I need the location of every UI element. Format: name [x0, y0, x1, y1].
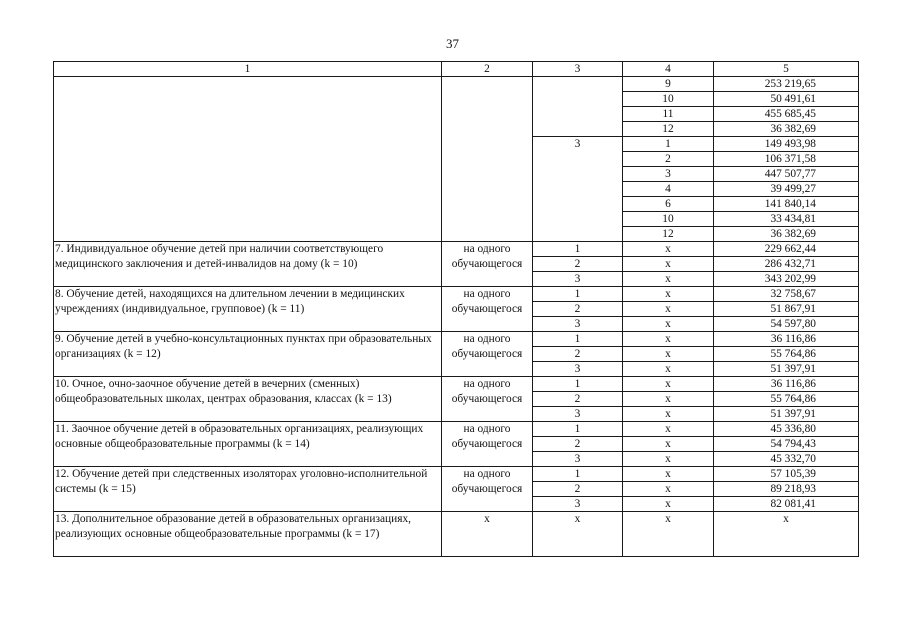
cell-col-5: 253 219,65 — [714, 77, 859, 92]
cell-col-3: 1 — [533, 242, 623, 257]
cell-col-5: x — [714, 512, 859, 557]
cell-col-5: 82 081,41 — [714, 497, 859, 512]
cell-col-4: x — [623, 332, 714, 347]
cell-col-4: x — [623, 257, 714, 272]
cell-col-4: x — [623, 512, 714, 557]
cell-col-4: x — [623, 317, 714, 332]
cell-col-3: 1 — [533, 287, 623, 302]
cell-col-4: 2 — [623, 152, 714, 167]
cell-col-3: 3 — [533, 497, 623, 512]
cell-col-5: 32 758,67 — [714, 287, 859, 302]
cell-col-5: 106 371,58 — [714, 152, 859, 167]
cell-col-4: 12 — [623, 227, 714, 242]
cell-col-3: 3 — [533, 407, 623, 422]
cell-col-4: 11 — [623, 107, 714, 122]
tariff-table — [53, 61, 859, 557]
cell-col-5: 51 867,91 — [714, 302, 859, 317]
cell-col-5: 36 116,86 — [714, 332, 859, 347]
cell-col-5: 343 202,99 — [714, 272, 859, 287]
cell-col-4: x — [623, 452, 714, 467]
cell-col-5: 149 493,98 — [714, 137, 859, 152]
section-name: 13. Дополнительное образование детей в образовательных организациях, реализующих основные общеобразовательные программы (k = 17) — [54, 512, 442, 557]
section-name: 10. Очное, очно-заочное обучение детей в вечерних (сменных) общеобразовательных школах, центрах образования, классах (k = 13) — [54, 377, 442, 422]
cell-col-3: 2 — [533, 302, 623, 317]
table-header-row — [54, 62, 859, 77]
cell-col-5: 229 662,44 — [714, 242, 859, 257]
header-col-3: 3 — [533, 62, 623, 77]
cell-col-5: 141 840,14 — [714, 197, 859, 212]
cell-col-3: 3 — [533, 137, 623, 242]
cell-col-5: 51 397,91 — [714, 362, 859, 377]
cell-col-4: x — [623, 272, 714, 287]
table-row — [54, 467, 859, 482]
cell-col-3: x — [533, 512, 623, 557]
cell-col-4: x — [623, 347, 714, 362]
cell-col-4: 3 — [623, 167, 714, 182]
header-col-5: 5 — [714, 62, 859, 77]
table-row — [54, 332, 859, 347]
header-col-4: 4 — [623, 62, 714, 77]
cell-col-3: 1 — [533, 332, 623, 347]
cell-col-4: x — [623, 497, 714, 512]
cell-col-5: 33 434,81 — [714, 212, 859, 227]
table-row — [54, 512, 859, 557]
section-unit: на одного обучающегося — [442, 422, 533, 467]
cell-col-5: 50 491,61 — [714, 92, 859, 107]
cell-col-4: 10 — [623, 212, 714, 227]
cell-col-3: 2 — [533, 257, 623, 272]
cell-col-5: 51 397,91 — [714, 407, 859, 422]
cell-col-5: 55 764,86 — [714, 392, 859, 407]
cell-col-4: 10 — [623, 92, 714, 107]
section-unit: на одного обучающегося — [442, 332, 533, 377]
cell-col-3: 1 — [533, 422, 623, 437]
cell-col-4: x — [623, 377, 714, 392]
continuation-name-cell — [54, 77, 442, 242]
table-row — [54, 242, 859, 257]
cell-col-4: x — [623, 422, 714, 437]
cell-col-4: x — [623, 302, 714, 317]
cell-col-5: 455 685,45 — [714, 107, 859, 122]
section-unit: на одного обучающегося — [442, 287, 533, 332]
cell-col-5: 57 105,39 — [714, 467, 859, 482]
cell-col-3: 1 — [533, 467, 623, 482]
section-unit: на одного обучающегося — [442, 242, 533, 287]
section-unit: на одного обучающегося — [442, 377, 533, 422]
cell-col-4: 6 — [623, 197, 714, 212]
cell-col-5: 36 116,86 — [714, 377, 859, 392]
cell-col-5: 89 218,93 — [714, 482, 859, 497]
continuation-c3-cell — [533, 77, 623, 137]
header-col-1: 1 — [54, 62, 442, 77]
cell-col-5: 54 597,80 — [714, 317, 859, 332]
cell-col-4: x — [623, 437, 714, 452]
cell-col-4: x — [623, 407, 714, 422]
cell-col-3: 3 — [533, 362, 623, 377]
cell-col-4: 12 — [623, 122, 714, 137]
cell-col-5: 286 432,71 — [714, 257, 859, 272]
cell-col-4: x — [623, 392, 714, 407]
section-name: 7. Индивидуальное обучение детей при наличии соответствующего медицинского заключения и детей-инвалидов на дому (k = 10) — [54, 242, 442, 287]
section-unit: на одного обучающегося — [442, 467, 533, 512]
cell-col-3: 3 — [533, 272, 623, 287]
header-col-2: 2 — [442, 62, 533, 77]
cell-col-4: x — [623, 242, 714, 257]
cell-col-4: x — [623, 362, 714, 377]
cell-col-4: x — [623, 287, 714, 302]
table-row — [54, 77, 859, 92]
cell-col-5: 36 382,69 — [714, 122, 859, 137]
cell-col-5: 36 382,69 — [714, 227, 859, 242]
page-number: 37 — [446, 36, 459, 51]
section-name: 11. Заочное обучение детей в образовательных организациях, реализующих основные общеобразовательные программы (k = 14) — [54, 422, 442, 467]
section-name: 8. Обучение детей, находящихся на длительном лечении в медицинских учреждениях (индивидуальное, групповое) (k = 11) — [54, 287, 442, 332]
continuation-unit-cell — [442, 77, 533, 242]
cell-col-4: 9 — [623, 77, 714, 92]
section-name: 9. Обучение детей в учебно-консультационных пунктах при образовательных организациях (k = 12) — [54, 332, 442, 377]
cell-col-5: 39 499,27 — [714, 182, 859, 197]
cell-col-5: 54 794,43 — [714, 437, 859, 452]
table-row — [54, 422, 859, 437]
cell-col-3: 2 — [533, 347, 623, 362]
cell-col-3: 2 — [533, 482, 623, 497]
cell-col-5: 447 507,77 — [714, 167, 859, 182]
cell-col-5: 45 332,70 — [714, 452, 859, 467]
table-row — [54, 377, 859, 392]
cell-col-2: x — [442, 512, 533, 557]
cell-col-3: 2 — [533, 392, 623, 407]
cell-col-3: 1 — [533, 377, 623, 392]
cell-col-4: 4 — [623, 182, 714, 197]
cell-col-5: 45 336,80 — [714, 422, 859, 437]
cell-col-4: x — [623, 482, 714, 497]
cell-col-5: 55 764,86 — [714, 347, 859, 362]
cell-col-3: 2 — [533, 437, 623, 452]
cell-col-4: 1 — [623, 137, 714, 152]
cell-col-4: x — [623, 467, 714, 482]
cell-col-3: 3 — [533, 452, 623, 467]
section-name: 12. Обучение детей при следственных изоляторах уголовно-исполнительной системы (k = 15) — [54, 467, 442, 512]
cell-col-3: 3 — [533, 317, 623, 332]
table-row — [54, 287, 859, 302]
